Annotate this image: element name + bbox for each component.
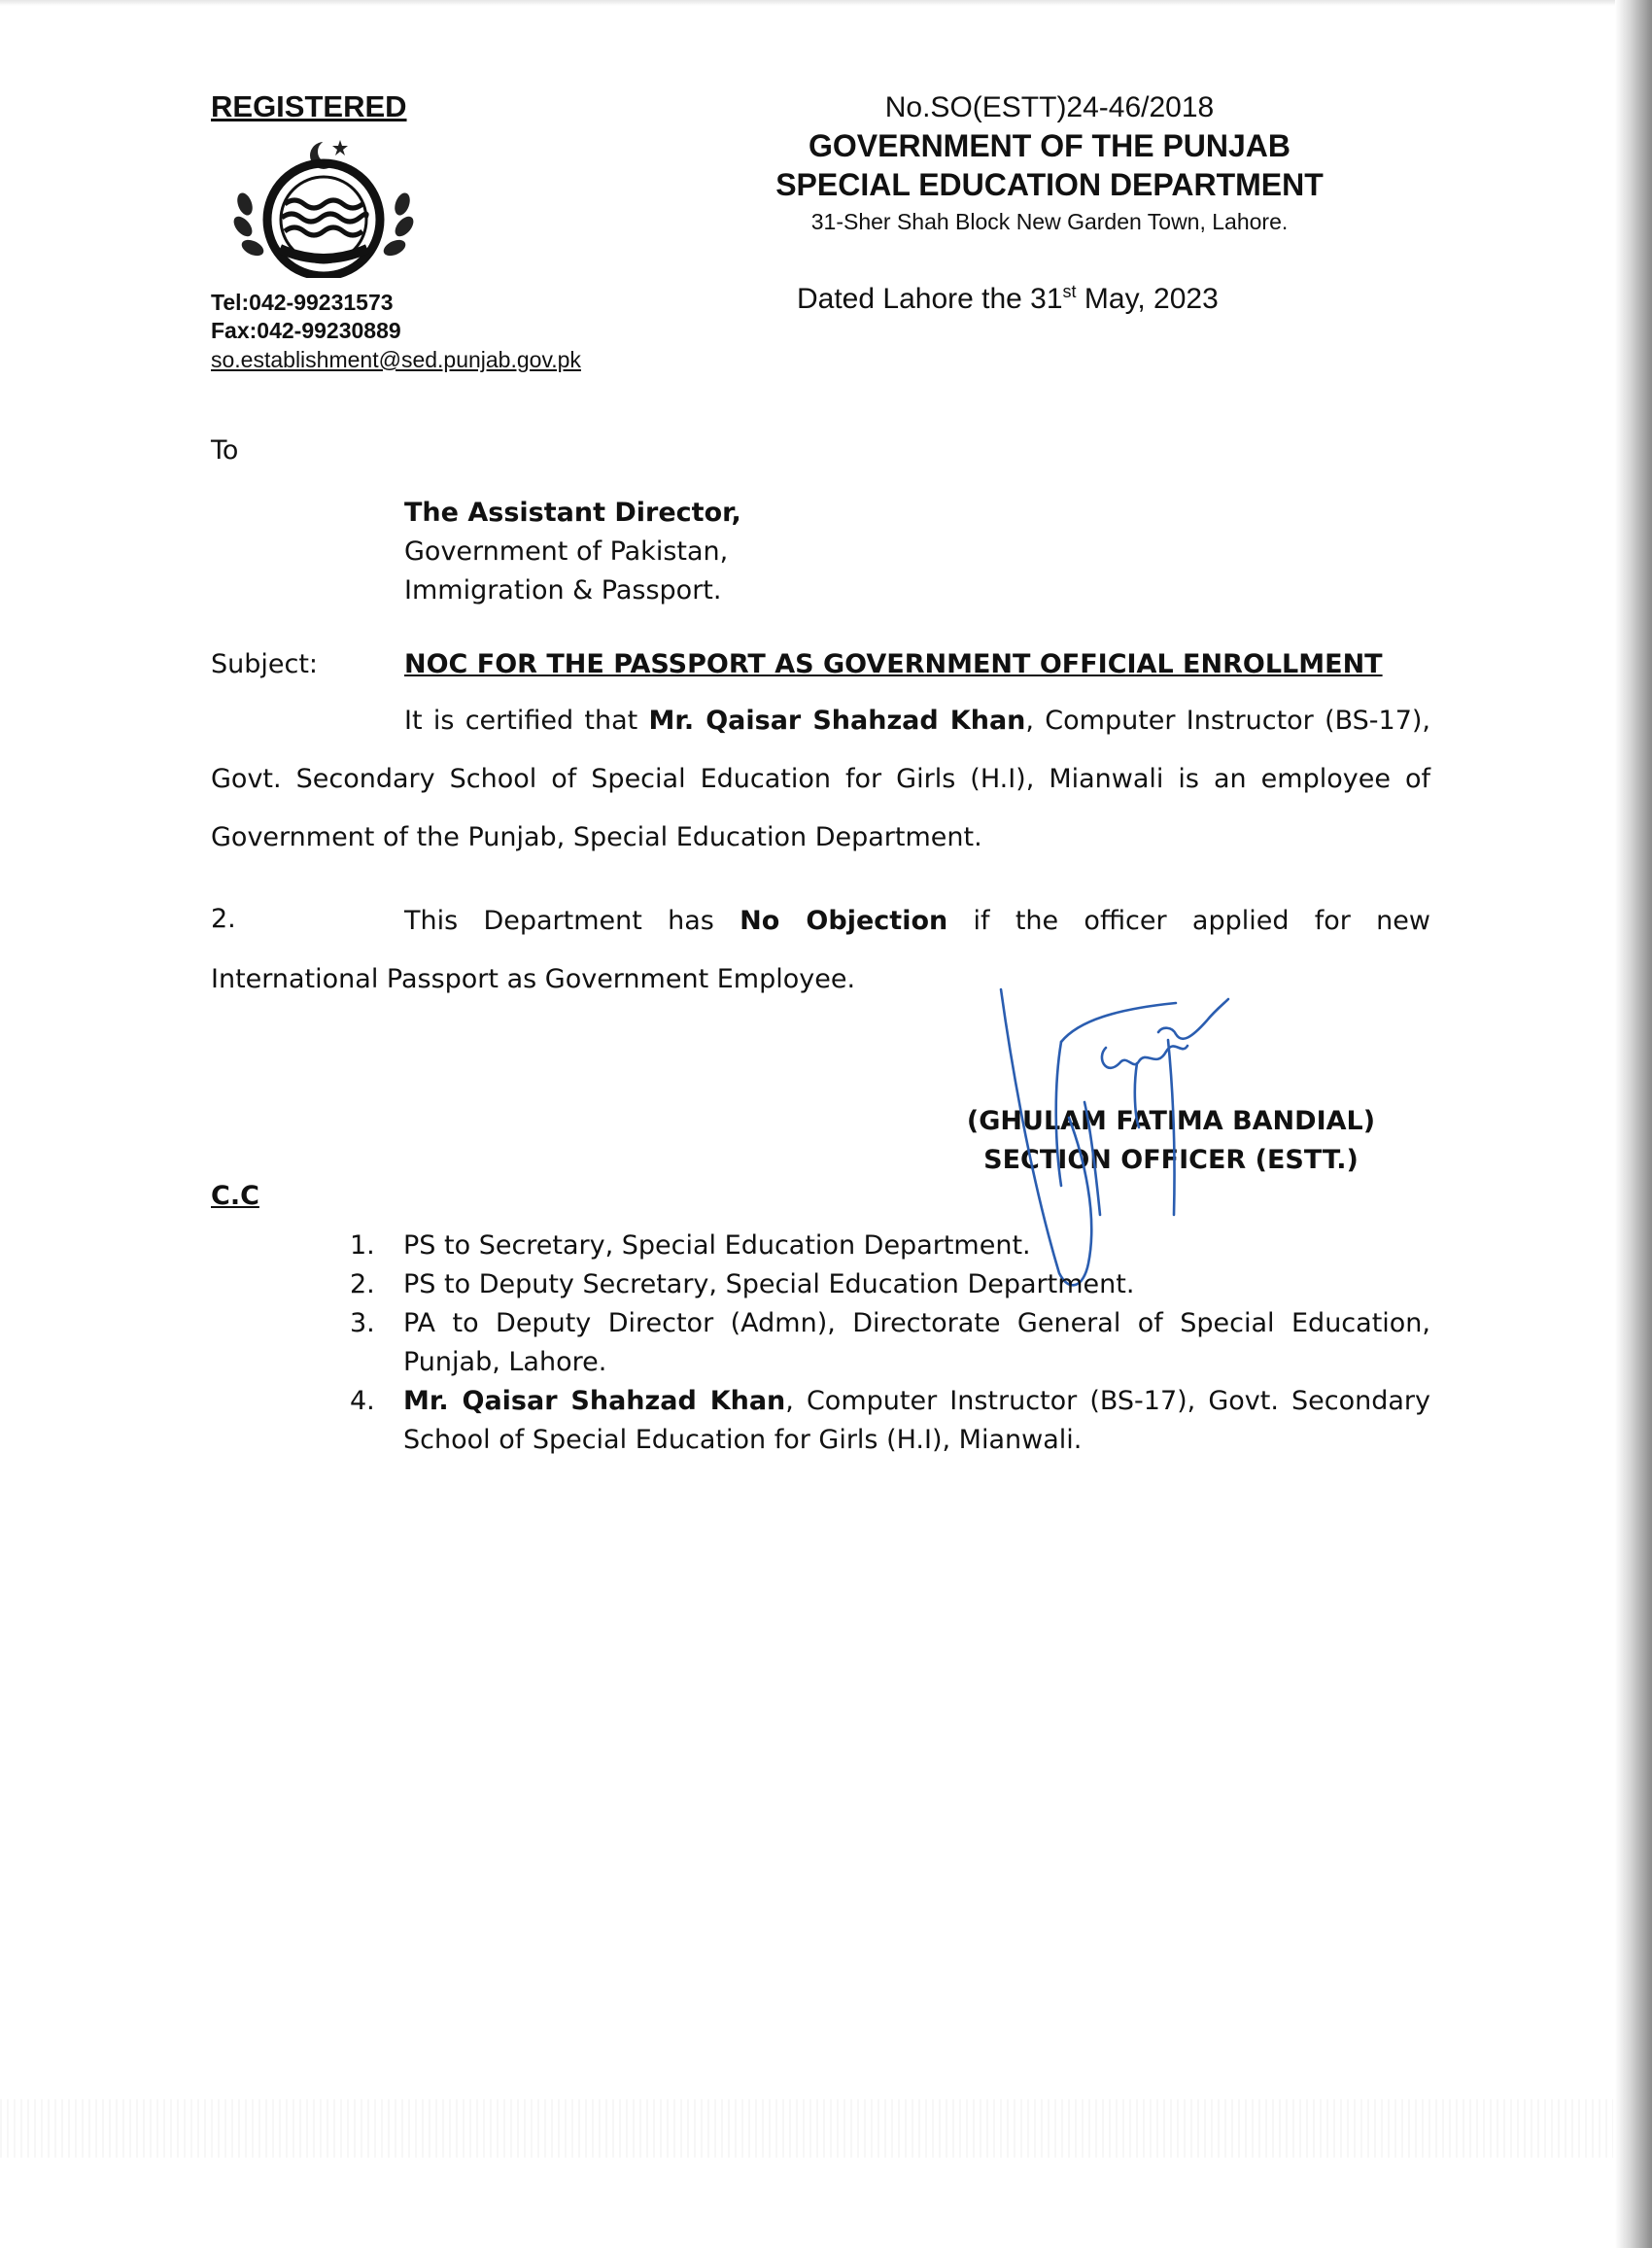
no-objection-text: No Objection	[740, 906, 948, 936]
subject-text: NOC FOR THE PASSPORT AS GOVERNMENT OFFICIAL ENROLLMENT	[404, 649, 1383, 679]
list-item-number: 2.	[350, 1269, 375, 1299]
addressee-block	[404, 494, 741, 610]
list-item-number: 3.	[350, 1308, 375, 1338]
p2-text-a: This Department has	[404, 906, 740, 936]
department-address: 31-Sher Shah Block New Garden Town, Lahore.	[810, 209, 1289, 234]
scan-right-edge-shadow	[1615, 0, 1652, 2248]
to-label: To	[211, 435, 239, 466]
p1-text-a: It is certified that	[404, 706, 649, 736]
list-item-text: PA to Deputy Director (Admn), Directorate General of Special Education, Punjab, Lahore.	[403, 1308, 1430, 1377]
department-name: SPECIAL EDUCATION DEPARTMENT	[775, 167, 1324, 202]
list-item	[350, 1227, 1430, 1265]
date-prefix: Dated Lahore the 31	[797, 283, 1063, 315]
email-address-link[interactable]: so.establishment@sed.punjab.gov.pk	[211, 347, 581, 372]
letterhead-title-block	[719, 89, 1380, 239]
cc-list	[350, 1227, 1430, 1460]
list-item-number: 1.	[350, 1230, 375, 1261]
date-ordinal-suffix: st	[1062, 282, 1077, 301]
employee-name: Mr. Qaisar Shahzad Khan	[648, 706, 1026, 736]
date-line	[797, 282, 1219, 316]
telephone-number: Tel:042-99231573	[211, 290, 394, 315]
body-paragraph-1	[211, 692, 1430, 867]
p1-text-b: , Computer Instructor (BS-17), Govt. Secondary School of Special Education for Girls (H.I), Mianwali is an employee of Government of the Punjab, Special Education Department.	[211, 706, 1431, 852]
date-suffix: May, 2023	[1076, 283, 1219, 315]
fax-number: Fax:042-99230889	[211, 318, 401, 343]
list-item-text: PS to Secretary, Special Education Department.	[403, 1230, 1031, 1261]
addressee-line-2: Immigration & Passport.	[404, 575, 722, 605]
list-item	[350, 1304, 1430, 1382]
list-item-text: , Computer Instructor (BS-17), Govt. Secondary School of Special Education for Girls (H.I), Mianwali.	[403, 1386, 1430, 1455]
cc-label: C.C	[211, 1181, 259, 1211]
reference-number: No.SO(ESTT)24-46/2018	[884, 91, 1215, 123]
addressee-line-1: Government of Pakistan,	[404, 536, 729, 567]
registered-label: REGISTERED	[211, 89, 407, 123]
list-item	[350, 1265, 1430, 1304]
scan-noise-band	[0, 2099, 1613, 2158]
government-name: GOVERNMENT OF THE PUNJAB	[808, 128, 1291, 163]
list-item-number: 4.	[350, 1386, 375, 1416]
list-item	[350, 1382, 1430, 1460]
addressee-title: The Assistant Director,	[404, 498, 741, 528]
signatory-designation: SECTION OFFICER (ESTT.)	[983, 1145, 1359, 1175]
subject-label: Subject:	[211, 649, 319, 679]
scan-top-edge	[0, 0, 1652, 6]
list-item-text: PS to Deputy Secretary, Special Education Department.	[403, 1269, 1135, 1299]
list-item-bold: Mr. Qaisar Shahzad Khan	[403, 1386, 786, 1416]
punjab-government-emblem-icon	[231, 134, 416, 278]
p2-text-b: if the officer applied for new International Passport as Government Employee.	[211, 906, 1430, 994]
paragraph-2-number: 2.	[211, 904, 236, 934]
signatory-name: (GHULAM FATIMA BANDIAL)	[966, 1106, 1376, 1136]
